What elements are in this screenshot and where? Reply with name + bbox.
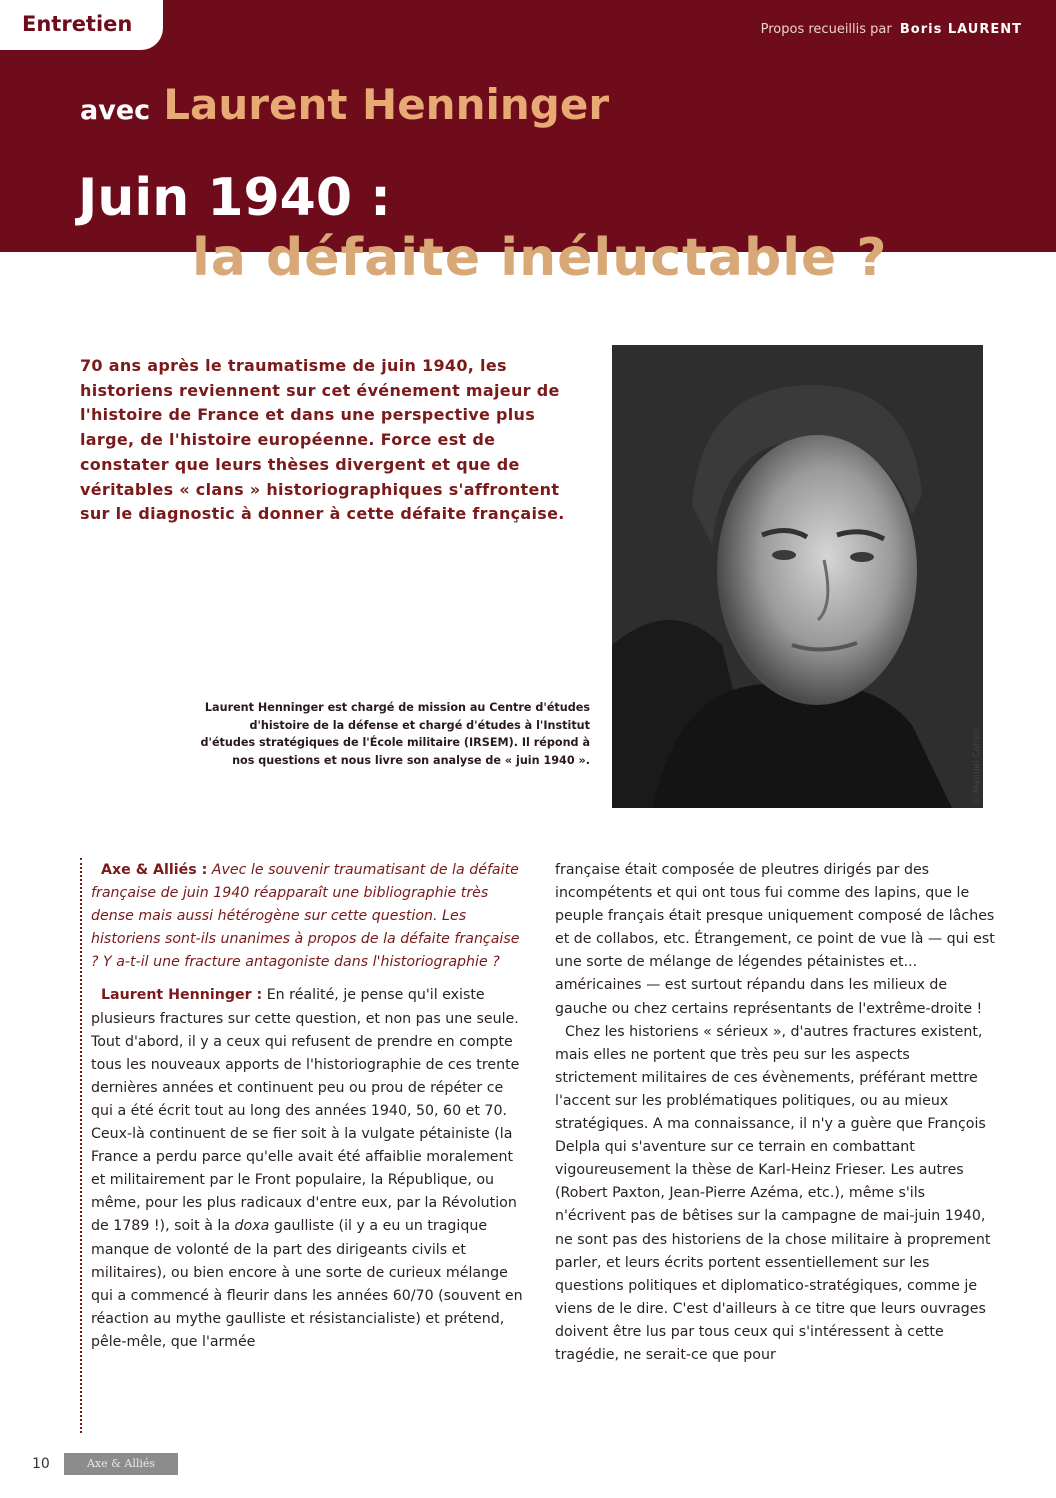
interviewee-label: Laurent Henninger : [101, 987, 263, 1004]
magazine-tag: Axe & Alliés [64, 1453, 178, 1475]
question-1-text: Avec le souvenir traumatisant de la défaite française de juin 1940 réapparaît une bibliographie très dense mais aussi hétérogène sur cette question. Les historiens sont-ils unanimes à propos de la défaite française ? Y a-t-il une fracture antagoniste dans l'historiographie ? [91, 862, 520, 971]
photo-caption: Laurent Henninger est chargé de mission au Centre d'études d'histoire de la défense et chargé d'études à l'Institut d'études stratégiques de l'École militaire (IRSEM). Il répond à nos questions et nous livre son analyse de « juin 1940 ». [200, 701, 590, 767]
answer-1-continued: française était composée de pleutres dirigés par des incompétents et qui ont tous fui comme des lapins, que le peuple français était presque uniquement composé de lâches et de collabos, etc. Étrangement, ce point de vue là — qui est une sorte de mélange de légendes pétainistes et... américaines — est surtout répandu dans les milieux de gauche ou chez certains représentants de l'extrême-droite ! [555, 862, 995, 1017]
page-number: 10 [32, 1456, 50, 1472]
title-line-1: Juin 1940 : [78, 168, 391, 228]
column-left [91, 859, 523, 1354]
interviewee-line [80, 80, 609, 129]
title-line-2: la défaite inéluctable ? [192, 228, 888, 288]
column-rule [80, 858, 82, 1433]
answer-1-text-part1: En réalité, je pense qu'il existe plusieurs fractures sur cette question, et non pas une seule. Tout d'abord, il y a ceux qui refusent de prendre en compte tous les nouveaux apports de l'historiographie de ces trente dernières années et continuent peu ou prou de répéter ce qui a été écrit tout au long des années 1940, 50, 60 et 70. Ceux-là continuent de se fier soit à la vulgate pétainiste (la France a perdu parce qu'elle avait été affaiblie moralement et militairement par le Front populaire, la République, ou même, pour les plus radicaux d'entre eux, par la Révolution de 1789 !), soit à la [91, 987, 520, 1235]
byline-prefix: Propos recueillis par [760, 22, 892, 37]
photo-credit: © Manuel Cohen [972, 728, 982, 805]
question-1 [91, 859, 523, 974]
answer-1 [91, 984, 523, 1354]
chapeau: 70 ans après le traumatisme de juin 1940, les historiens reviennent sur cet événement majeur de l'histoire de France et dans une perspective plus large, de l'histoire européenne. Force est de constater que leurs thèses divergent et que de véritables « clans » historiographiques s'affrontent sur le diagnostic à donner à cette défaite française. [80, 356, 565, 524]
column-right [555, 859, 995, 1367]
answer-1-doxa: doxa [234, 1218, 270, 1235]
answer-1-text-part2: gaulliste (il y a eu un tragique manque de volonté de la part des dirigeants civils et militaires), ou bien encore à une sorte de curieux mélange qui a commencé à fleurir dans les années 60/70 (souvent en réaction au mythe gaulliste et résistancialiste) et prétend, pêle-mêle, que l'armée [91, 1218, 523, 1350]
portrait-photo [612, 345, 983, 808]
avec-label: avec [80, 95, 151, 126]
interviewee-name: Laurent Henninger [163, 80, 610, 129]
byline-author: Boris LAURENT [899, 22, 1022, 37]
byline [761, 22, 1022, 37]
answer-1-paragraph-2: Chez les historiens « sérieux », d'autres fractures existent, mais elles ne portent que très peu sur les aspects strictement militaires de ces évènements, préférant mettre l'accent sur les problématiques politiques, ou au mieux stratégiques. A ma connaissance, il n'y a guère que François Delpla qui s'aventure sur ce terrain en combattant vigoureusement la thèse de Karl-Heinz Frieser. Les autres (Robert Paxton, Jean-Pierre Azéma, etc.), même s'ils n'écrivent pas de bêtises sur la campagne de mai-juin 1940, ne sont pas des historiens de la chose militaire à proprement parler, et leurs écrits portent essentiellement sur les questions politiques et diplomatico-stratégiques, comme je viens de le dire. C'est d'ailleurs à ce titre que leurs ouvrages doivent être lus par tous ceux qui s'intéressent à cette tragédie, ne serait-ce que pour [555, 1023, 991, 1363]
section-tab [0, 0, 163, 50]
interviewer-label: Axe & Alliés : [101, 862, 208, 878]
section-label: Entretien [22, 12, 133, 36]
